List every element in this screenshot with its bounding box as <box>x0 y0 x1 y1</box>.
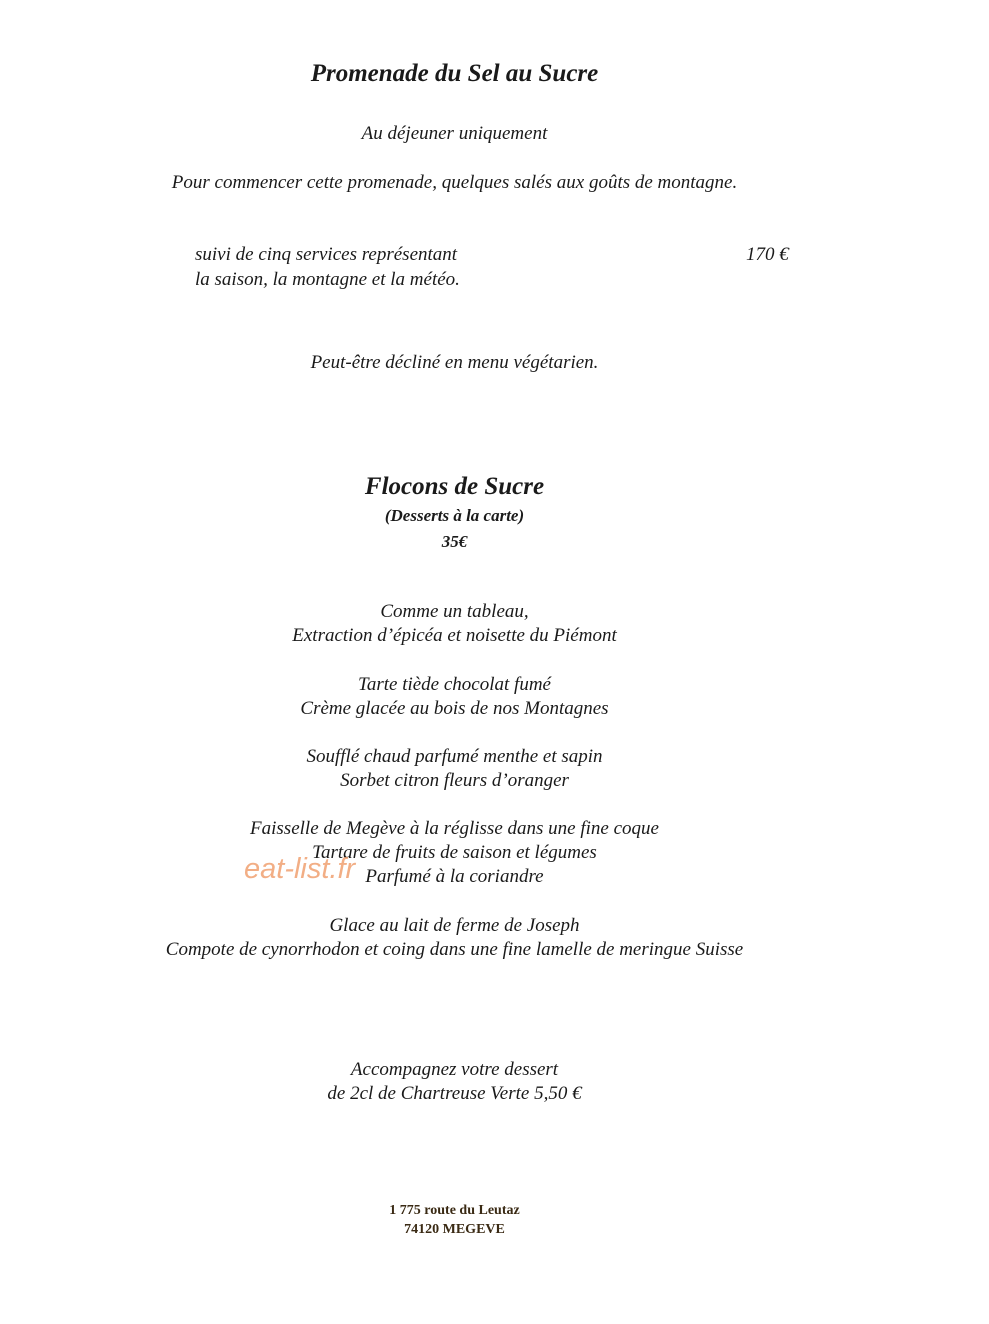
dessert-2-line-2: Crème glacée au bois de nos Montagnes <box>300 698 609 719</box>
dessert-1-line-2: Extraction d’épicéa et noisette du Piémont <box>292 625 617 646</box>
vegetarian-note: Peut-être décliné en menu végétarien. <box>310 352 599 373</box>
dessert-2-line-1: Tarte tiède chocolat fumé <box>358 674 551 695</box>
dessert-3-line-1: Soufflé chaud parfumé menthe et sapin <box>306 746 603 767</box>
services-line-1: suivi de cinq services représentant <box>195 244 458 265</box>
pairing-line-1: Accompagnez votre dessert <box>350 1059 559 1080</box>
menu-price-flocons: 35€ <box>441 532 468 551</box>
dessert-4-line-1: Faisselle de Megève à la réglisse dans une fine coque <box>250 818 659 839</box>
dessert-4-line-2: Tartare de fruits de saison et légumes <box>312 842 597 863</box>
dessert-5-line-2: Compote de cynorrhodon et coing dans une fine lamelle de meringue Suisse <box>165 939 744 960</box>
menu-title-promenade: Promenade du Sel au Sucre <box>310 60 599 87</box>
menu-title-flocons: Flocons de Sucre <box>364 473 545 500</box>
menu-subtitle-desserts: (Desserts à la carte) <box>384 506 525 525</box>
menu-intro: Pour commencer cette promenade, quelques salés aux goûts de montagne. <box>171 172 738 193</box>
watermark-logo: eat-list.fr <box>244 853 356 885</box>
dessert-4-line-3: Parfumé à la coriandre <box>365 866 544 887</box>
menu-subtitle-lunch-only: Au déjeuner uniquement <box>361 123 548 144</box>
dessert-3-line-2: Sorbet citron fleurs d’oranger <box>340 770 569 791</box>
dessert-1-line-1: Comme un tableau, <box>380 601 529 622</box>
dessert-5-line-1: Glace au lait de ferme de Joseph <box>329 915 580 936</box>
address-street: 1 775 route du Leutaz <box>389 1203 520 1218</box>
services-line-2: la saison, la montagne et la météo. <box>195 269 460 290</box>
menu-price-promenade: 170 € <box>746 244 789 265</box>
address-city: 74120 MEGEVE <box>404 1222 505 1237</box>
pairing-line-2: de 2cl de Chartreuse Verte 5,50 € <box>327 1083 582 1104</box>
